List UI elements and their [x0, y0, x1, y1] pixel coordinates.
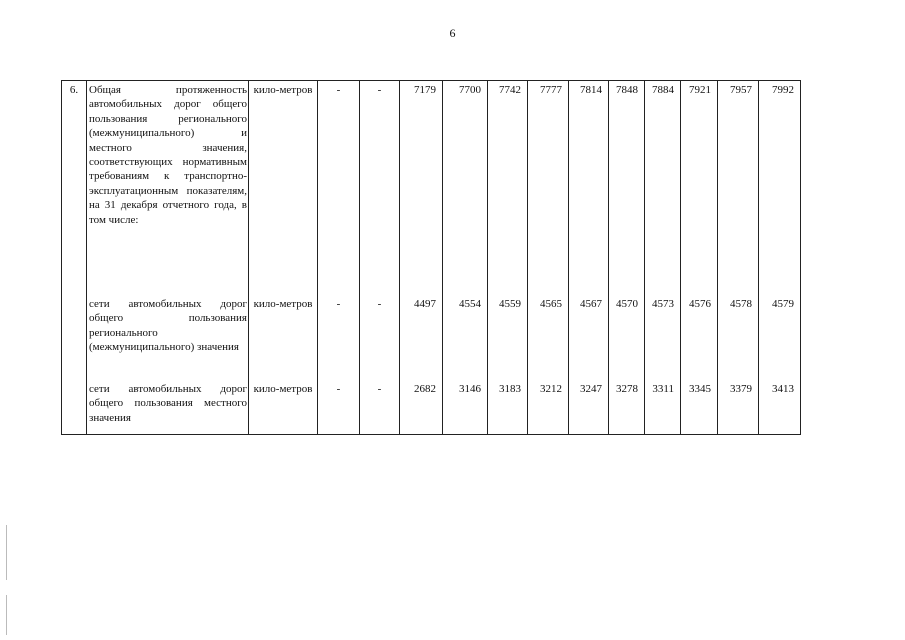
table-cell: 3183	[488, 382, 528, 435]
table-row	[62, 81, 801, 298]
page-number: 6	[449, 26, 456, 40]
table-cell: 4554	[443, 297, 488, 382]
table-cell: 7992	[759, 81, 801, 298]
table-cell: 4565	[528, 297, 569, 382]
table-cell: 4579	[759, 297, 801, 382]
table-cell: 4567	[569, 297, 609, 382]
table-row	[62, 297, 801, 382]
table-cell: 3379	[718, 382, 759, 435]
table-cell: 7957	[718, 81, 759, 298]
row-unit: кило-метров	[249, 81, 318, 298]
table-cell: -	[318, 297, 360, 382]
table-cell: 7777	[528, 81, 569, 298]
row-description: сети автомобильных дорог общего пользования регионального (межмуниципального) значения	[87, 297, 249, 382]
row-index	[62, 297, 87, 382]
table-cell: 7742	[488, 81, 528, 298]
row-index	[62, 382, 87, 435]
scan-margin-mark	[6, 525, 7, 580]
table-cell: 3311	[645, 382, 681, 435]
table-cell: -	[360, 81, 400, 298]
table-cell: 4578	[718, 297, 759, 382]
table-cell: 3247	[569, 382, 609, 435]
table-cell: 7921	[681, 81, 718, 298]
table-cell: 7884	[645, 81, 681, 298]
table-cell: -	[318, 81, 360, 298]
table-row	[62, 382, 801, 435]
table-cell: 4573	[645, 297, 681, 382]
indicators-table	[61, 80, 801, 435]
table-cell: 3345	[681, 382, 718, 435]
row-index: 6.	[62, 81, 87, 298]
scan-margin-mark	[6, 595, 7, 635]
table-cell: 4559	[488, 297, 528, 382]
table-cell: 3278	[609, 382, 645, 435]
table-cell: 7814	[569, 81, 609, 298]
row-description: Общая протяженность автомобильных дорог общего пользования регионального (межмуниципального) и местного значения, соответствующих нормативным требованиям к транспортно-эксплуатационным показателям, на 31 декабря отчетного года, в том числе:	[87, 81, 249, 298]
row-unit: кило-метров	[249, 297, 318, 382]
table-cell: 2682	[400, 382, 443, 435]
table-cell: -	[360, 297, 400, 382]
table-cell: 3212	[528, 382, 569, 435]
table-cell: 7848	[609, 81, 645, 298]
table-cell: 3413	[759, 382, 801, 435]
table-cell: 7700	[443, 81, 488, 298]
table-cell: -	[318, 382, 360, 435]
row-unit: кило-метров	[249, 382, 318, 435]
table-cell: 4576	[681, 297, 718, 382]
row-description: сети автомобильных дорог общего пользования местного значения	[87, 382, 249, 435]
table-cell: 3146	[443, 382, 488, 435]
table-cell: 7179	[400, 81, 443, 298]
table-cell: 4570	[609, 297, 645, 382]
table-cell: -	[360, 382, 400, 435]
table-cell: 4497	[400, 297, 443, 382]
